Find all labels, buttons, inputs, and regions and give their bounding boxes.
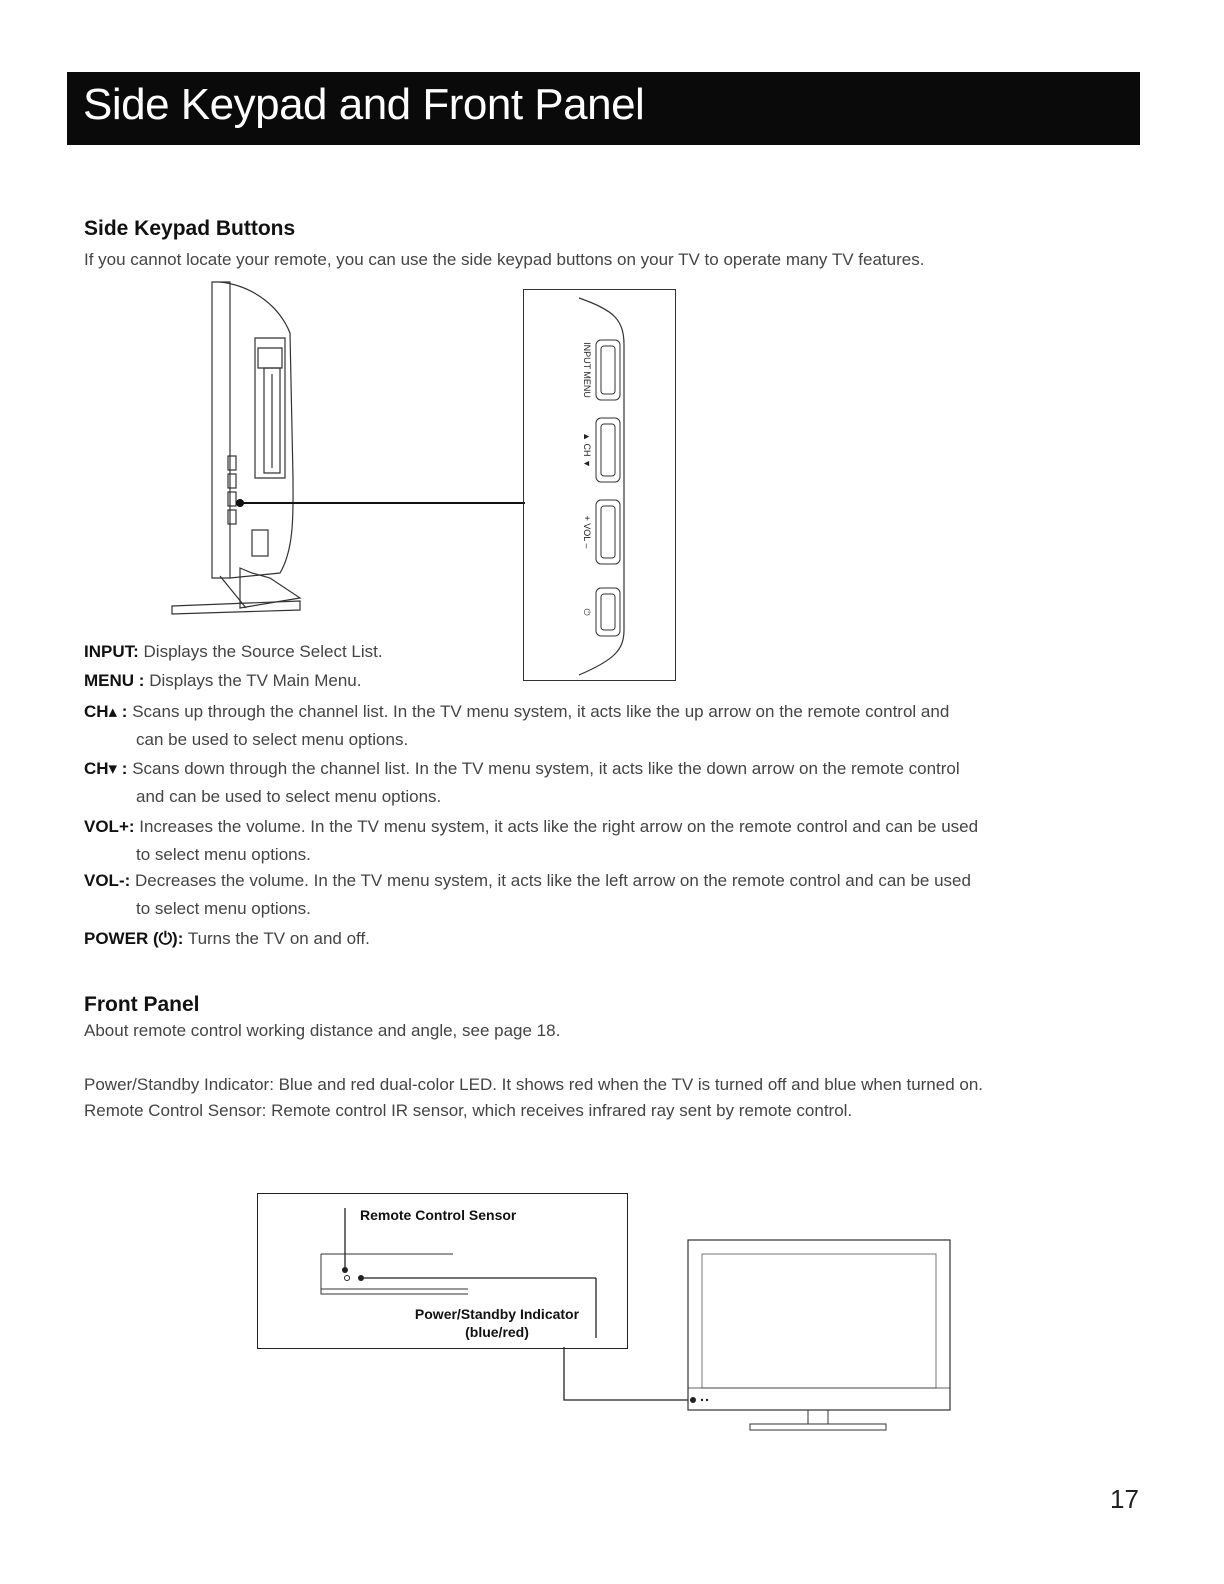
keypad-closeup-panel <box>523 289 676 681</box>
led-description: Power/Standby Indicator: Blue and red dual-color LED. It shows red when the TV is turned off and blue when turned on. <box>84 1075 984 1094</box>
vol-label: + VOL – <box>582 515 592 549</box>
def-item-input: INPUT: Displays the Source Select List. <box>84 642 383 661</box>
input-menu-label: INPUT MENU <box>582 342 592 398</box>
remote-sensor-label: Remote Control Sensor <box>360 1207 517 1223</box>
def-item-ch-down: CH▾ : Scans down through the channel list. In the TV menu system, it acts like the down arrow on the remote control and can be used to select menu options. <box>84 759 960 806</box>
front-panel-heading: Front Panel <box>84 993 200 1016</box>
def-item-menu: MENU : Displays the TV Main Menu. <box>84 671 362 690</box>
tv-side-view-illustration <box>160 278 530 623</box>
ch-label: ▲ CH ▼ <box>582 432 592 468</box>
power-symbol-label: ⏻ <box>582 608 592 616</box>
side-keypad-heading: Side Keypad Buttons <box>84 217 296 240</box>
side-keypad-intro: If you cannot locate your remote, you can use the side keypad buttons on your TV to operate many TV features. <box>84 250 925 269</box>
title-bar <box>67 72 1140 145</box>
page-number: 17 <box>1110 1484 1139 1514</box>
def-item-vol-down: VOL-: Decreases the volume. In the TV menu system, it acts like the left arrow on the remote control and can be used to select menu options. <box>84 871 971 918</box>
tv-front-illustration <box>550 1230 960 1440</box>
def-item-vol-up: VOL+: Increases the volume. In the TV menu system, it acts like the right arrow on the remote control and can be used to select menu options. <box>84 817 979 864</box>
power-indicator-colors: (blue/red) <box>465 1324 529 1340</box>
power-indicator-label: Power/Standby Indicator <box>414 1306 580 1322</box>
sensor-description: Remote Control Sensor: Remote control IR sensor, which receives infrared ray sent by remote control. <box>84 1101 853 1120</box>
def-item-ch-up: CH▴ : Scans up through the channel list. In the TV menu system, it acts like the up arrow on the remote control and can be used to select menu options. <box>84 702 950 749</box>
front-panel-intro: About remote control working distance and angle, see page 18. <box>84 1021 561 1040</box>
page-title: Side Keypad and Front Panel <box>83 80 645 129</box>
def-item-power: POWER (⏻): Turns the TV on and off. <box>84 929 370 948</box>
